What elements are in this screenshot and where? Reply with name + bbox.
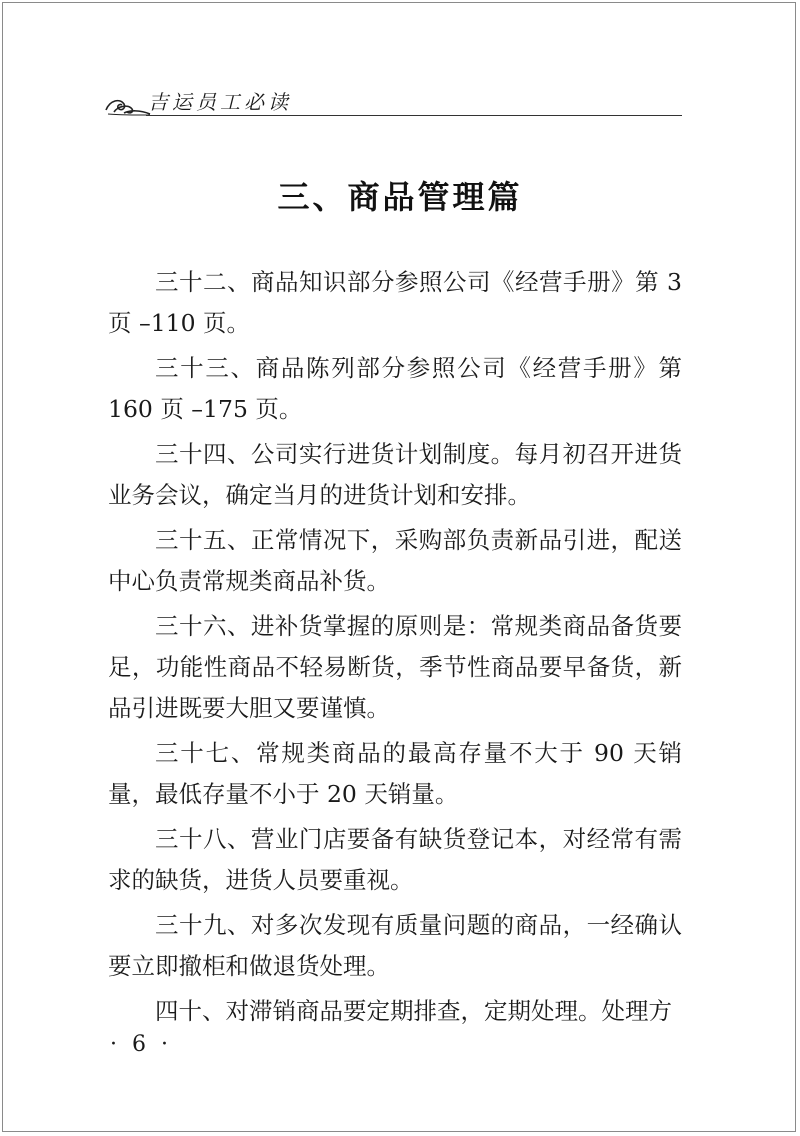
chapter-title: 三、商品管理篇 bbox=[277, 178, 523, 216]
page-number: · 6 · bbox=[110, 1032, 172, 1057]
paragraph-40: 四十、对滞销商品要定期排查，定期处理。处理方 bbox=[155, 997, 672, 1025]
paragraph-39: 三十九、对多次发现有质量问题的商品，一经确认要立即撤柜和做退货处理。 bbox=[108, 911, 682, 980]
body-text bbox=[108, 262, 682, 1036]
paragraph-32: 三十二、商品知识部分参照公司《经营手册》第 3 页 –110 页。 bbox=[108, 268, 682, 337]
paragraph-35: 三十五、正常情况下，采购部负责新品引进，配送中心负责常规类商品补货。 bbox=[108, 526, 682, 595]
header-rule bbox=[146, 115, 682, 116]
paragraph-33: 三十三、商品陈列部分参照公司《经营手册》第 160 页 –175 页。 bbox=[108, 354, 682, 423]
cloud-wave-icon bbox=[104, 92, 152, 116]
paragraph-36: 三十六、进补货掌握的原则是：常规类商品备货要足，功能性商品不轻易断货，季节性商品要早备货，新品引进既要大胆又要谨慎。 bbox=[108, 612, 682, 722]
running-header bbox=[104, 86, 682, 118]
paragraph-37: 三十七、常规类商品的最高存量不大于 90 天销量，最低存量不小于 20 天销量。 bbox=[108, 739, 682, 808]
paragraph-34: 三十四、公司实行进货计划制度。每月初召开进货业务会议，确定当月的进货计划和安排。 bbox=[108, 440, 682, 509]
paragraph-38: 三十八、营业门店要备有缺货登记本，对经常有需求的缺货，进货人员要重视。 bbox=[108, 825, 682, 894]
running-title: 吉运员工必读 bbox=[148, 90, 292, 114]
